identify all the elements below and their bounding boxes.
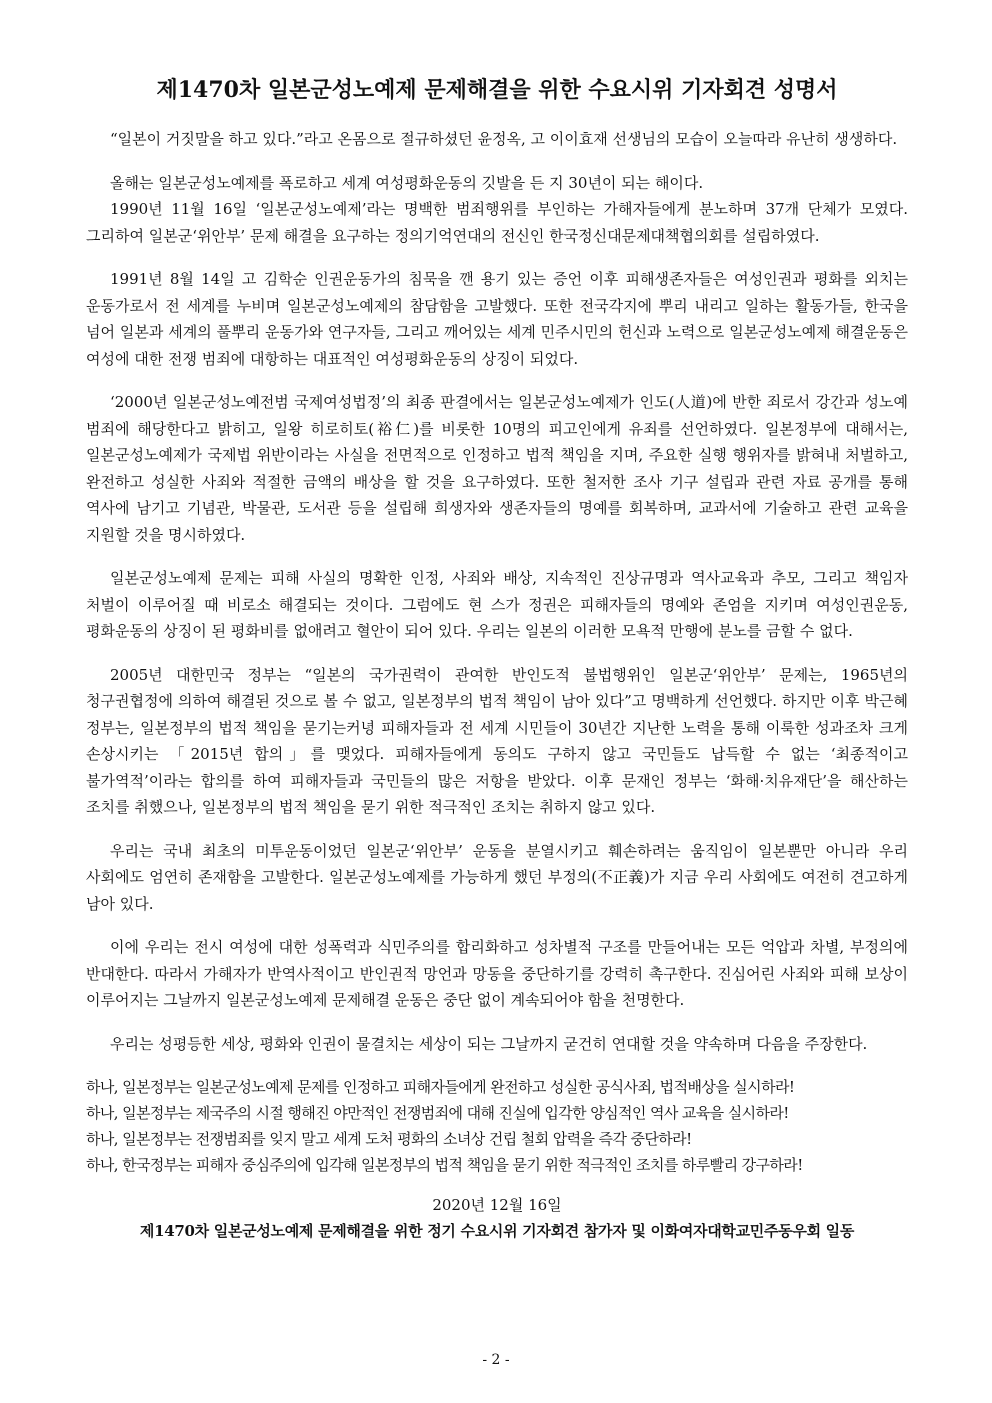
statement-title: 제1470차 일본군성노예제 문제해결을 위한 수요시위 기자회견 성명서 [156,77,838,103]
paragraph-opening-quote: “일본이 거짓말을 하고 있다.”라고 온몸으로 절규하셨던 윤정옥, 고 이이효재 선생님의 모습이 오늘따라 유난히 생생하다. [110,130,898,148]
statement-date: 2020년 12월 16일 [432,1196,562,1214]
page-number: - 2 - [482,1352,510,1368]
statement-page [86,74,908,1244]
demand-item: 하나, 일본정부는 제국주의 시절 행해진 야만적인 전쟁범죄에 대해 진실에 입각한 양심적인 역사 교육을 실시하라! [86,1104,789,1122]
statement-signature: 제1470차 일본군성노예제 문제해결을 위한 정기 수요시위 기자회견 참가자 및 이화여자대학교민주동우회 일동 [139,1222,855,1240]
paragraph-solidarity: 우리는 성평등한 세상, 평화와 인권이 물결치는 세상이 되는 그날까지 굳건히 연대할 것을 약속하며 다음을 주장한다. [110,1034,868,1053]
paragraph-movement-division: 우리는 국내 최초의 미투운동이었던 일본군‘위안부’ 운동을 분열시키고 훼손하려는 움직임이 일본뿐만 아니라 우리 사회에도 엄연히 존재함을 고발한다. 일본군성노예제를 가능하게 했던 부정의(不正義)가 지금 우리 사회에도 여전히 견고하게 남아 있다. [86,841,908,913]
paragraph-council-founding: 1990년 11월 16일 ‘일본군성노예제’라는 명백한 범죄행위를 부인하는 가해자들에게 분노하며 37개 단체가 모였다. 그리하여 일본군‘위안부’ 문제 해결을 요구하는 정의기억연대의 전신인 한국정신대문제대책협의회를 설립하였다. [86,200,908,245]
paragraph-resolution-conditions: 일본군성노예제 문제는 피해 사실의 명확한 인정, 사죄와 배상, 지속적인 진상규명과 역사교육과 추모, 그리고 책임자 처벌이 이루어질 때 비로소 해결되는 것이다. 그럼에도 현 스가 정권은 피해자들의 명예와 존엄을 지키며 여성인권운동, 평화운동의 상징이 된 평화비를 없애려고 혈안이 되어 있다. 우리는 일본의 이러한 모욕적 만행에 분노를 금할 수 없다. [86,569,908,640]
paragraph-government-stance: 2005년 대한민국 정부는 “일본의 국가권력이 관여한 반인도적 불법행위인 일본군‘위안부’ 문제는, 1965년의 청구권협정에 의하여 해결된 것으로 볼 수 없고, 일본정부의 법적 책임이 남아 있다”고 명백하게 선언했다. 하지만 이후 박근혜 정부는, 일본정부의 법적 책임을 묻기는커녕 피해자들과 전 세계 시민들이 30년간 지난한 노력을 통해 이룩한 성과조차 크게 손상시키는 「2015년 합의」를 맺었다. 피해자들에게 동의도 구하지 않고 국민들도 납득할 수 없는 ‘최종적이고 불가역적’이라는 합의를 하여 피해자들과 국민들의 많은 저항을 받았다. 이후 문재인 정부는 ‘화해·치유재단’을 해산하는 조치를 취했으나, 일본정부의 법적 책임을 묻기 위한 적극적인 조치는 취하지 않고 있다. [86,665,908,816]
demands-list [86,1074,908,1178]
paragraph-testimony: 1991년 8월 14일 고 김학순 인권운동가의 침묵을 깬 용기 있는 증언 이후 피해생존자들은 여성인권과 평화를 외치는 운동가로서 전 세계를 누비며 일본군성노예제의 참담함을 고발했다. 또한 전국각지에 뿌리 내리고 일하는 활동가들, 한국을 넘어 일본과 세계의 풀뿌리 운동가와 연구자들, 그리고 깨어있는 세계 민주시민의 헌신과 노력으로 일본군성노예제 해결운동은 여성에 대한 전쟁 범죄에 대항하는 대표적인 여성평화운동의 상징이 되었다. [86,270,908,368]
demand-item: 하나, 일본정부는 일본군성노예제 문제를 인정하고 피해자들에게 완전하고 성실한 공식사죄, 법적배상을 실시하라! [86,1078,795,1096]
demand-item: 하나, 일본정부는 전쟁범죄를 잊지 말고 세계 도처 평화의 소녀상 건립 철회 압력을 즉각 중단하라! [86,1130,692,1148]
paragraph-opposition: 이에 우리는 전시 여성에 대한 성폭력과 식민주의를 합리화하고 성차별적 구조를 만들어내는 모든 억압과 차별, 부정의에 반대한다. 따라서 가해자가 반역사적이고 반인권적 망언과 망동을 중단하기를 강력히 촉구한다. 진심어린 사죄와 피해 보상이 이루어지는 그날까지 일본군성노예제 문제해결 운동은 중단 없이 계속되어야 함을 천명한다. [86,938,908,1009]
paragraph-30th-anniversary: 올해는 일본군성노예제를 폭로하고 세계 여성평화운동의 깃발을 든 지 30년이 되는 해이다. [110,173,704,192]
demand-item: 하나, 한국정부는 피해자 중심주의에 입각해 일본정부의 법적 책임을 묻기 위한 적극적인 조치를 하루빨리 강구하라! [86,1156,803,1174]
paragraph-womens-tribunal: ‘2000년 일본군성노예전범 국제여성법정’의 최종 판결에서는 일본군성노예제가 인도(人道)에 반한 죄로서 강간과 성노예 범죄에 해당한다고 밝히고, 일왕 히로히토(裕仁)를 비롯한 10명의 피고인에게 유죄를 선언하였다. 일본정부에 대해서는, 일본군성노예제가 국제법 위반이라는 사실을 전면적으로 인정하고 법적 책임을 지며, 주요한 실행 행위자를 밝혀내 처벌하고, 완전하고 성실한 사죄와 적절한 금액의 배상을 할 것을 요구하였다. 또한 철저한 조사 기구 설립과 관련 자료 공개를 통해 역사에 남기고 기념관, 박물관, 도서관 등을 설립해 희생자와 생존자들의 명예를 회복하며, 교과서에 기술하고 관련 교육을 지원할 것을 명시하였다. [86,393,908,544]
